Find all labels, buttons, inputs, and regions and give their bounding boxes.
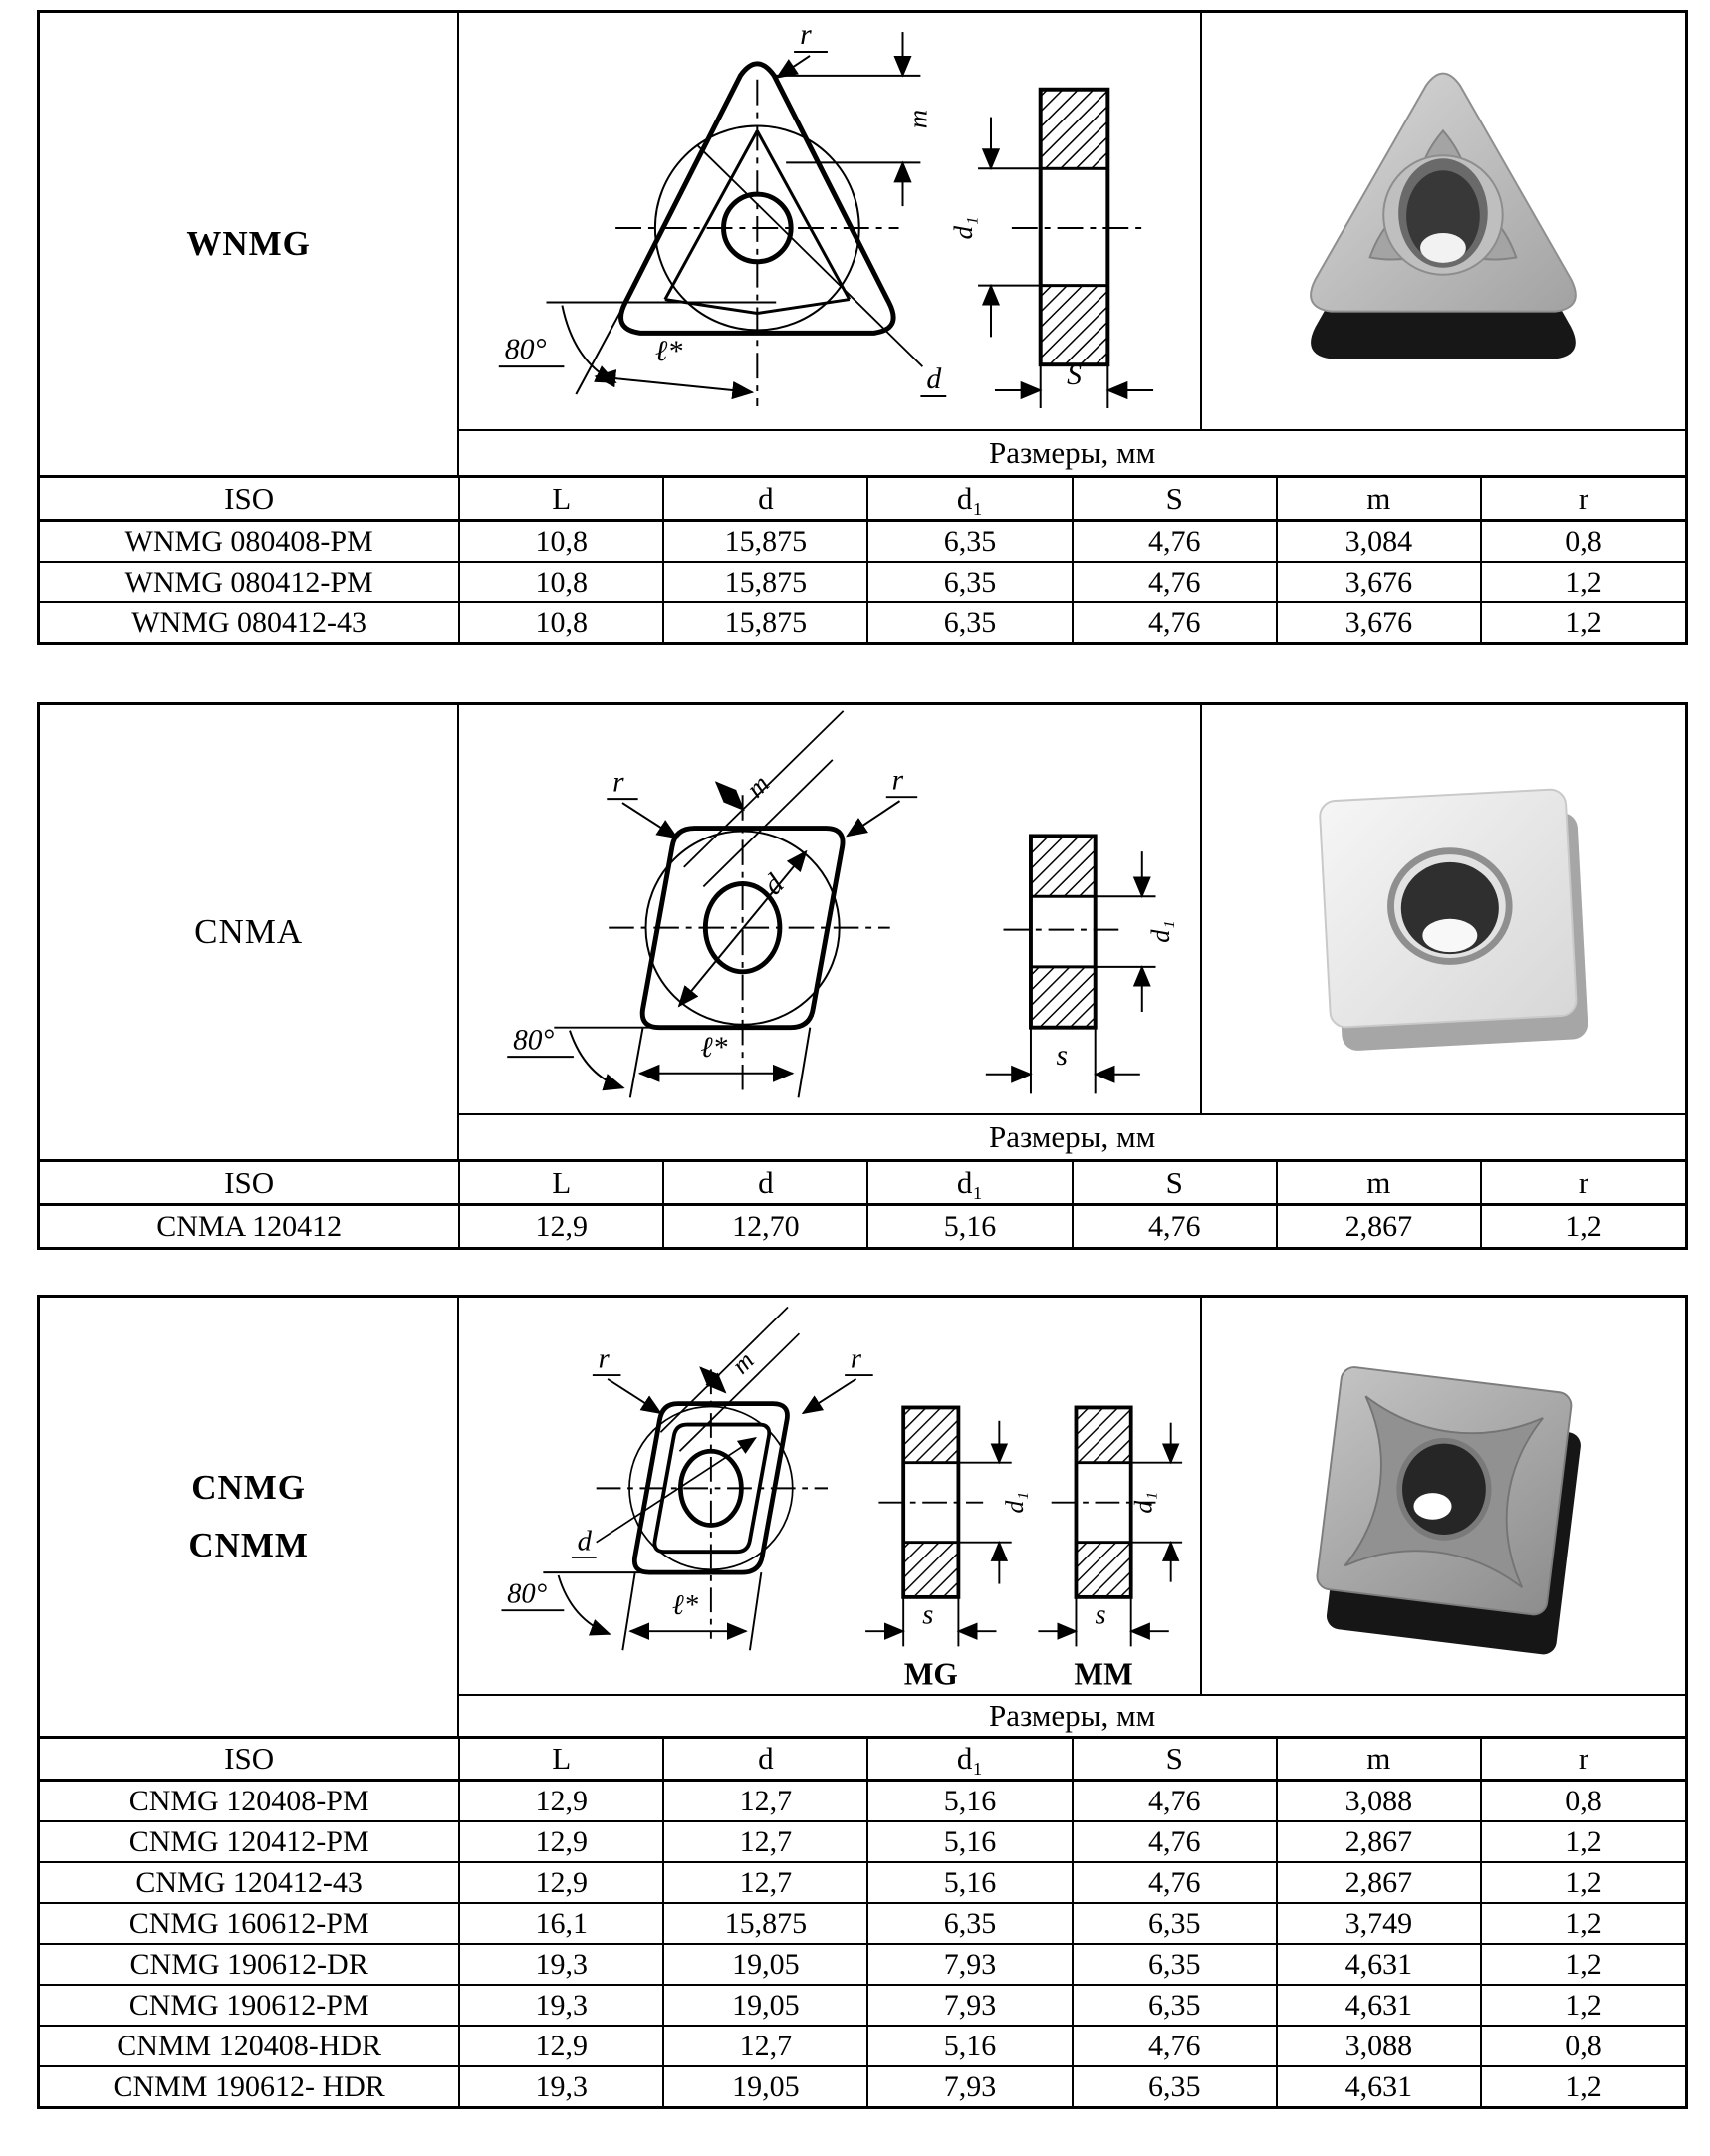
dimension-value-cell: 7,93 <box>867 1985 1072 2026</box>
dimension-value-cell: 0,8 <box>1481 2026 1685 2066</box>
dimension-value-cell: 5,16 <box>867 1205 1072 1248</box>
dimension-value-cell: 1,2 <box>1481 562 1685 602</box>
cnma-label-cell <box>40 705 459 1159</box>
dimension-value-cell: 1,2 <box>1481 1985 1685 2026</box>
dimension-value-cell: 12,70 <box>663 1205 867 1248</box>
dimension-value-cell: 4,76 <box>1073 1781 1277 1822</box>
iso-designation-cell: CNMG 190612-DR <box>40 1944 459 1985</box>
dim-length-label: ℓ* <box>655 335 683 368</box>
iso-designation-cell: CNMG 120408-PM <box>40 1781 459 1822</box>
insert-table-cnma <box>37 702 1688 1250</box>
dimension-value-cell: 19,3 <box>459 2066 663 2106</box>
dim-r-label: r <box>851 1343 862 1375</box>
column-header-s: S <box>1073 1161 1277 1205</box>
dim-m-label: m <box>740 768 776 804</box>
dimension-value-cell: 12,9 <box>459 1862 663 1903</box>
dimension-value-cell: 6,35 <box>1073 1944 1277 1985</box>
iso-designation-cell: CNMG 120412-PM <box>40 1821 459 1862</box>
dim-s-label: S <box>1067 359 1083 392</box>
dim-length-label: ℓ* <box>672 1590 699 1622</box>
dimension-value-cell: 15,875 <box>663 562 867 602</box>
dimension-value-cell: 4,631 <box>1277 1944 1481 1985</box>
dimension-value-cell: 19,05 <box>663 1985 867 2026</box>
dimension-value-cell: 2,867 <box>1277 1821 1481 1862</box>
cnma-media-row <box>459 705 1685 1113</box>
dimension-value-cell: 6,35 <box>867 562 1072 602</box>
dimension-value-cell: 12,7 <box>663 1821 867 1862</box>
dimension-value-cell: 5,16 <box>867 2026 1072 2066</box>
dimension-value-cell: 16,1 <box>459 1903 663 1944</box>
cnma-drawing-cell <box>459 705 1202 1113</box>
dimension-value-cell: 10,8 <box>459 562 663 602</box>
dimension-value-cell: 10,8 <box>459 521 663 563</box>
cnmg-photo-cell <box>1202 1298 1685 1694</box>
dimension-value-cell: 12,7 <box>663 1862 867 1903</box>
cnmg-media-row <box>459 1298 1685 1694</box>
dimension-value-cell: 12,9 <box>459 2026 663 2066</box>
cnmg-right-col <box>459 1298 1685 1736</box>
dimension-value-cell: 6,35 <box>1073 2066 1277 2106</box>
table-row <box>40 1205 1685 1248</box>
column-header-m: m <box>1277 1161 1481 1205</box>
dimension-value-cell: 1,2 <box>1481 1205 1685 1248</box>
iso-designation-cell: WNMG 080412-PM <box>40 562 459 602</box>
iso-designation-cell: CNMA 120412 <box>40 1205 459 1248</box>
table-row <box>40 1903 1685 1944</box>
iso-designation-cell: WNMG 080408-PM <box>40 521 459 563</box>
cnma-right-col <box>459 705 1685 1159</box>
dimension-value-cell: 19,05 <box>663 2066 867 2106</box>
wnmg-photo-cell <box>1202 13 1685 429</box>
table-row <box>40 1862 1685 1903</box>
dim-angle-label: 80° <box>504 333 547 366</box>
table-row <box>40 1985 1685 2026</box>
cnmg-technical-drawing <box>459 1298 1200 1694</box>
insert-type-label: CNMA <box>194 912 304 951</box>
dim-d1-label: d₁ <box>948 216 979 240</box>
dimension-value-cell: 4,76 <box>1073 1821 1277 1862</box>
wnmg-top-row <box>40 13 1685 475</box>
dimension-value-cell: 10,8 <box>459 602 663 642</box>
header-row <box>40 477 1685 521</box>
iso-designation-cell: CNMM 190612- HDR <box>40 2066 459 2106</box>
dimension-value-cell: 3,749 <box>1277 1903 1481 1944</box>
dimension-value-cell: 4,76 <box>1073 602 1277 642</box>
dim-d-label: d <box>577 1526 593 1557</box>
dimension-value-cell: 4,76 <box>1073 1862 1277 1903</box>
wnmg-drawing-cell <box>459 13 1202 429</box>
dimension-value-cell: 1,2 <box>1481 1862 1685 1903</box>
column-header-l: L <box>459 1161 663 1205</box>
dim-r-label: r <box>612 766 624 799</box>
dimension-value-cell: 3,084 <box>1277 521 1481 563</box>
column-header-s: S <box>1073 1738 1277 1781</box>
wnmg-dimension-table <box>40 475 1685 642</box>
dim-d1-label: d₁ <box>1000 1491 1030 1514</box>
dim-d-label: d <box>926 362 942 396</box>
dimension-value-cell: 6,35 <box>1073 1903 1277 1944</box>
insert-type-label: WNMG <box>186 224 311 263</box>
wnmg-insert-photo <box>1202 13 1685 429</box>
column-header-m: m <box>1277 1738 1481 1781</box>
dimension-value-cell: 0,8 <box>1481 521 1685 563</box>
iso-designation-cell: CNMG 120412-43 <box>40 1862 459 1903</box>
wnmg-label-cell <box>40 13 459 475</box>
dimension-value-cell: 15,875 <box>663 602 867 642</box>
dim-angle-label: 80° <box>507 1578 548 1610</box>
dimension-value-cell: 5,16 <box>867 1781 1072 1822</box>
cnma-technical-drawing <box>459 705 1200 1113</box>
dimension-value-cell: 5,16 <box>867 1821 1072 1862</box>
dimension-value-cell: 1,2 <box>1481 1821 1685 1862</box>
cnmg-insert-photo <box>1202 1298 1685 1694</box>
column-header-iso: ISO <box>40 1161 459 1205</box>
sizes-header: Размеры, мм <box>459 1113 1685 1159</box>
sizes-header: Размеры, мм <box>459 429 1685 475</box>
column-header-r: r <box>1481 1161 1685 1205</box>
view-label-mm: MM <box>1074 1656 1133 1692</box>
dimension-value-cell: 2,867 <box>1277 1205 1481 1248</box>
wnmg-right-col <box>459 13 1685 475</box>
dim-s-label: s <box>922 1599 934 1631</box>
column-header-d: d <box>663 477 867 521</box>
table-row <box>40 1781 1685 1822</box>
dimension-value-cell: 15,875 <box>663 1903 867 1944</box>
dimension-value-cell: 1,2 <box>1481 1944 1685 1985</box>
column-header-r: r <box>1481 1738 1685 1781</box>
column-header-l: L <box>459 1738 663 1781</box>
table-row <box>40 1821 1685 1862</box>
dimension-value-cell: 6,35 <box>867 602 1072 642</box>
insert-table-wnmg <box>37 10 1688 645</box>
cnma-photo-cell <box>1202 705 1685 1113</box>
dimension-value-cell: 12,7 <box>663 2026 867 2066</box>
cnmg-dimension-table <box>40 1736 1685 2106</box>
dimension-value-cell: 1,2 <box>1481 1903 1685 1944</box>
dim-d1-label: d₁ <box>1145 920 1176 943</box>
dimension-value-cell: 12,9 <box>459 1821 663 1862</box>
column-header-s: S <box>1073 477 1277 521</box>
cnmg-top-row <box>40 1298 1685 1736</box>
dimension-value-cell: 4,76 <box>1073 1205 1277 1248</box>
dimension-value-cell: 12,9 <box>459 1205 663 1248</box>
column-header-m: m <box>1277 477 1481 521</box>
dimension-value-cell: 3,676 <box>1277 602 1481 642</box>
iso-designation-cell: CNMM 120408-HDR <box>40 2026 459 2066</box>
dimension-value-cell: 4,631 <box>1277 2066 1481 2106</box>
dimension-value-cell: 2,867 <box>1277 1862 1481 1903</box>
dim-d1-label: d₁ <box>1128 1491 1158 1514</box>
dimension-value-cell: 4,76 <box>1073 2026 1277 2066</box>
iso-designation-cell: CNMG 190612-PM <box>40 1985 459 2026</box>
dimension-value-cell: 1,2 <box>1481 2066 1685 2106</box>
dimension-value-cell: 5,16 <box>867 1862 1072 1903</box>
sizes-header: Размеры, мм <box>459 1694 1685 1736</box>
column-header-d: d <box>663 1161 867 1205</box>
view-label-mg: MG <box>903 1656 959 1692</box>
dimension-value-cell: 6,35 <box>867 521 1072 563</box>
dimension-value-cell: 19,3 <box>459 1944 663 1985</box>
iso-designation-cell: WNMG 080412-43 <box>40 602 459 642</box>
table-row <box>40 2026 1685 2066</box>
table-row <box>40 602 1685 642</box>
dim-r-label: r <box>598 1343 610 1375</box>
iso-designation-cell: CNMG 160612-PM <box>40 1903 459 1944</box>
insert-type-label: CNMM <box>188 1526 309 1564</box>
insert-table-cnmg-cnmm <box>37 1295 1688 2109</box>
dim-m-label: m <box>902 109 933 129</box>
column-header-d: d <box>663 1738 867 1781</box>
dimension-value-cell: 3,088 <box>1277 2026 1481 2066</box>
dimension-value-cell: 6,35 <box>1073 1985 1277 2026</box>
header-row <box>40 1738 1685 1781</box>
wnmg-technical-drawing <box>459 13 1200 429</box>
dim-s-label: s <box>1095 1599 1106 1631</box>
dim-length-label: ℓ* <box>700 1032 728 1065</box>
dimension-value-cell: 4,76 <box>1073 562 1277 602</box>
column-header-iso: ISO <box>40 1738 459 1781</box>
dimension-value-cell: 19,05 <box>663 1944 867 1985</box>
dimension-value-cell: 19,3 <box>459 1985 663 2026</box>
dim-r-label: r <box>891 764 904 797</box>
dim-r-label: r <box>800 18 812 52</box>
wnmg-media-row <box>459 13 1685 429</box>
column-header-d1: d₁ <box>867 1161 1072 1205</box>
dim-d-label: d <box>757 868 791 902</box>
dimension-value-cell: 15,875 <box>663 521 867 563</box>
table-row <box>40 1944 1685 1985</box>
dimension-value-cell: 3,088 <box>1277 1781 1481 1822</box>
dimension-value-cell: 0,8 <box>1481 1781 1685 1822</box>
dimension-value-cell: 4,76 <box>1073 521 1277 563</box>
cnma-top-row <box>40 705 1685 1159</box>
table-row <box>40 521 1685 563</box>
insert-type-label: CNMG <box>191 1468 307 1507</box>
header-row <box>40 1161 1685 1205</box>
dim-angle-label: 80° <box>513 1024 555 1057</box>
table-row <box>40 562 1685 602</box>
dimension-value-cell: 12,9 <box>459 1781 663 1822</box>
dim-m-label: m <box>726 1345 760 1380</box>
table-row <box>40 2066 1685 2106</box>
dimension-value-cell: 12,7 <box>663 1781 867 1822</box>
cnma-dimension-table <box>40 1159 1685 1247</box>
dimension-value-cell: 7,93 <box>867 2066 1072 2106</box>
dimension-value-cell: 3,676 <box>1277 562 1481 602</box>
cnmg-label-cell <box>40 1298 459 1736</box>
dimension-value-cell: 1,2 <box>1481 602 1685 642</box>
cnmg-drawing-cell <box>459 1298 1202 1694</box>
column-header-d1: d₁ <box>867 1738 1072 1781</box>
column-header-iso: ISO <box>40 477 459 521</box>
dimension-value-cell: 6,35 <box>867 1903 1072 1944</box>
column-header-d1: d₁ <box>867 477 1072 521</box>
cnma-insert-photo <box>1202 705 1685 1113</box>
dimension-value-cell: 4,631 <box>1277 1985 1481 2026</box>
column-header-r: r <box>1481 477 1685 521</box>
dim-s-label: s <box>1056 1039 1069 1072</box>
column-header-l: L <box>459 477 663 521</box>
dimension-value-cell: 7,93 <box>867 1944 1072 1985</box>
